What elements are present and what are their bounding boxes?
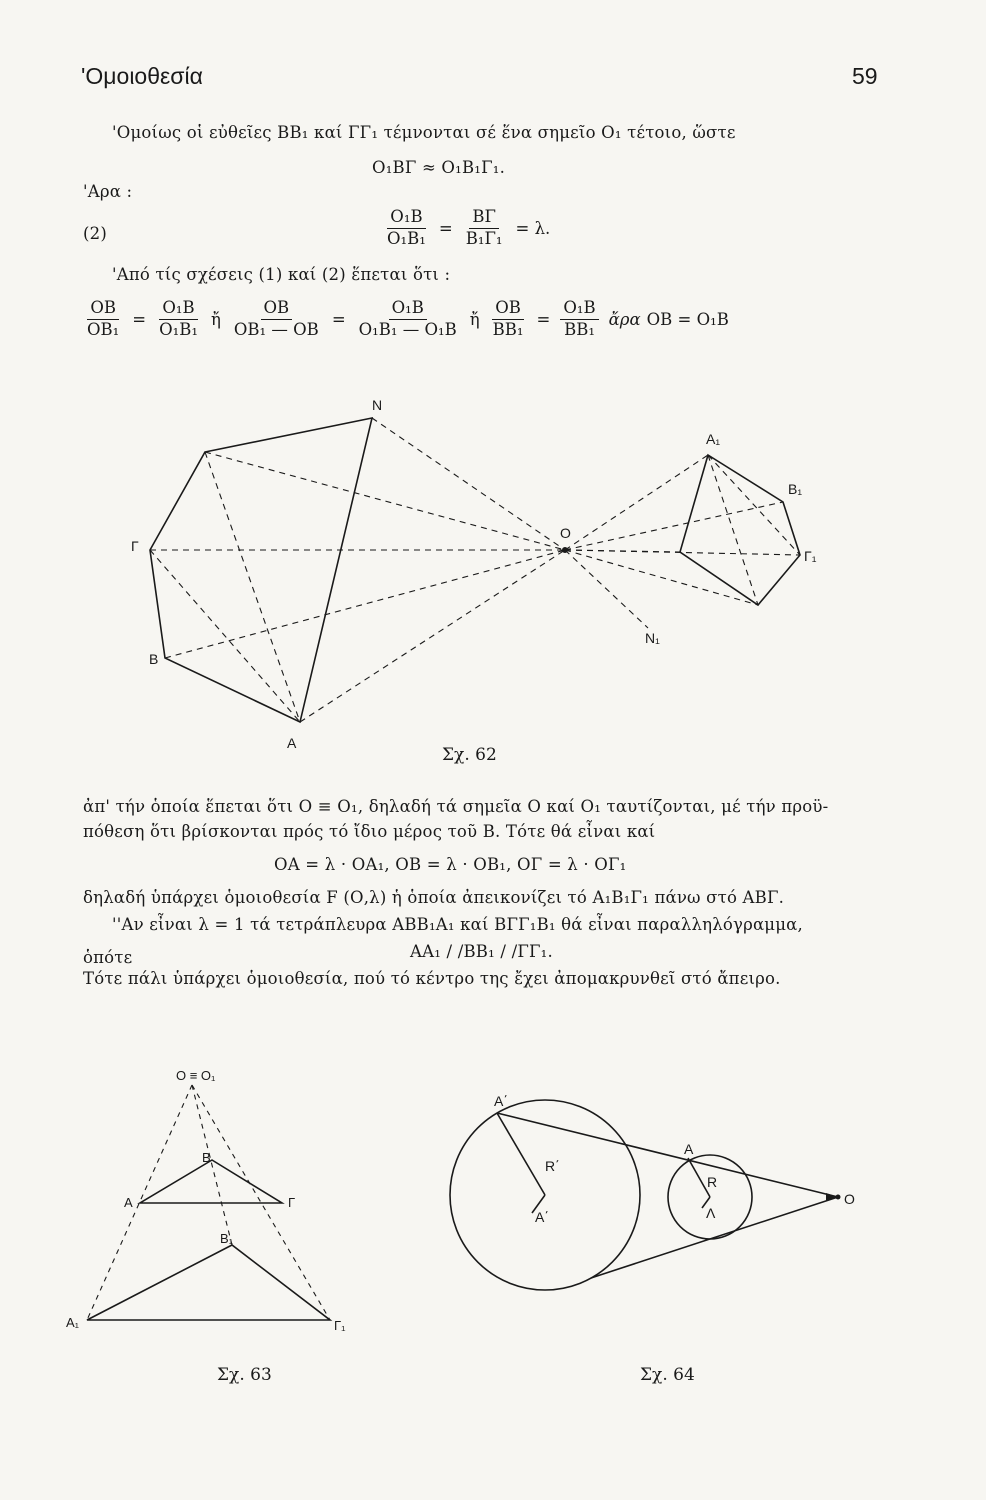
numerator: Ο₁Β xyxy=(389,298,427,320)
numerator: ΟΒ xyxy=(87,298,119,320)
text-line: 'Από τίς σχέσεις (1) καί (2) ἕπεται ὅτι : xyxy=(112,265,451,284)
parallel-equation: ΑΑ₁ / /ΒΒ₁ / /ΓΓ₁. xyxy=(410,942,553,961)
label-N1: Ν₁ xyxy=(645,630,660,646)
label-A1: Α₁ xyxy=(66,1315,80,1330)
numerator: Ο₁Β xyxy=(560,298,598,320)
numerator: ΒΓ xyxy=(469,207,499,229)
label-O-O1: Ο ≡ Ο₁ xyxy=(176,1068,216,1083)
equation-2: $\frac{\text{Ο₁Β}}{\text{Ο₁Β₁}}$ = $\frac{B\Gamma}{\text{Β₁Γ₁}}$ = λ. xyxy=(380,207,556,249)
triangle-ABG xyxy=(140,1160,282,1203)
fraction xyxy=(463,207,506,249)
label-R-prime: R΄ xyxy=(545,1158,560,1174)
text-line: ''Αν εἶναι λ = 1 τά τετράπλευρα ΑΒΒ₁Α₁ καί ΒΓΓ₁Β₁ θά εἶναι παραλληλόγραμμα, xyxy=(112,915,803,934)
figure-64 xyxy=(440,1080,870,1400)
homothety-equations: ΟΑ = λ · ΟΑ₁, ΟΒ = λ · ΟΒ₁, ΟΓ = λ · ΟΓ₁ xyxy=(274,855,627,874)
label-A-prime: Α΄ xyxy=(535,1209,549,1225)
result-equation: ΟΒ = Ο₁Β xyxy=(646,309,729,329)
text-line: ἀπ' τήν ὁποία ἕπεται ὅτι Ο ≡ Ο₁, δηλαδή τά σημεῖα Ο καί Ο₁ ταυτίζονται, μέ τήν προϋ- xyxy=(83,797,829,816)
fraction xyxy=(231,298,322,340)
label-G1: Γ₁ xyxy=(334,1318,346,1333)
numerator: ΟΒ xyxy=(261,298,293,320)
figure-63-caption: Σχ. 63 xyxy=(217,1365,272,1385)
label-B: Β xyxy=(149,651,159,667)
label-A: Α xyxy=(124,1195,133,1210)
label-N: Ν xyxy=(372,397,383,413)
numerator: Ο₁Β xyxy=(387,207,425,229)
equation-tag-2: (2) xyxy=(83,224,107,243)
label-A1: Α₁ xyxy=(706,431,721,447)
numerator: ΟΒ xyxy=(492,298,524,320)
figure-62-caption: Σχ. 62 xyxy=(442,745,497,765)
label-G: Γ xyxy=(288,1195,296,1210)
denominator: ΒΒ₁ xyxy=(492,319,524,339)
denominator: ΟΒ₁ xyxy=(87,319,120,339)
fraction xyxy=(490,298,527,340)
ara-label: 'Αρα : xyxy=(83,182,133,201)
equation-tail: = λ. xyxy=(515,218,551,238)
label-A: Α xyxy=(684,1141,694,1157)
page-header-title: 'Ομοιοθεσία xyxy=(81,63,203,89)
label-G1: Γ₁ xyxy=(804,548,817,564)
label-B1: Β₁ xyxy=(220,1231,234,1246)
intro-line: 'Ομοίως οἱ εὐθεῖες ΒΒ₁ καί ΓΓ₁ τέμνονται σέ ἕνα σημεῖο Ο₁ τέτοιο, ὥστε xyxy=(112,123,736,142)
denominator: ΟΒ₁ — ΟΒ xyxy=(233,319,319,339)
text-line: ὁπότε xyxy=(83,948,133,967)
denominator: Β₁Γ₁ xyxy=(465,228,503,248)
label-R: R xyxy=(707,1174,718,1190)
fraction xyxy=(156,298,201,340)
ara-word: ἄρα xyxy=(608,309,641,329)
text-line: πόθεση ὅτι βρίσκονται πρός τό ἴδιο μέρος τοῦ Β. Τότε θά εἶναι καί xyxy=(83,822,656,841)
label-Lambda: Λ xyxy=(706,1205,716,1221)
denominator: Ο₁Β₁ xyxy=(159,319,198,339)
denominator: Ο₁Β₁ xyxy=(387,228,426,248)
or-word: ἤ xyxy=(469,309,480,329)
pentagon-A1B1G1N1 xyxy=(680,455,803,605)
denominator: ΒΒ₁ xyxy=(564,319,595,339)
similarity-equation: Ο₁ΒΓ ≈ Ο₁Β₁Γ₁. xyxy=(372,158,506,177)
label-B: Β xyxy=(202,1150,211,1165)
text-line: δηλαδή ὑπάρχει ὁμοιοθεσία F (Ο,λ) ἡ ὁποία ἀπεικονίζει τό Α₁Β₁Γ₁ πάνω στό ΑΒΓ. xyxy=(83,888,785,907)
fraction xyxy=(356,298,460,340)
label-A-prime-top: Α΄ xyxy=(494,1093,508,1109)
page-number: 59 xyxy=(852,63,878,89)
denominator: Ο₁Β₁ — Ο₁Β xyxy=(358,319,457,339)
equation-3: $\frac{OB}{\text{ΟΒ₁}}$ = $\frac{\text{Ο₁Β}}{\text{Ο₁Β₁}}$ ἤ $\frac{OB}{\text{ΟΒ₁ — ΟΒ}}$ = $\frac{\text{Ο₁Β}}{\text{Ο₁Β₁ — Ο₁Β}}$ ἤ $\frac{OB}{\text{ΒΒ₁}}$ = $\frac{\text{Ο₁Β}}{\text{ΒΒ₁}}$ ἄρα ΟΒ = Ο₁Β xyxy=(80,298,729,340)
triangle-A1B1G1 xyxy=(87,1245,330,1320)
numerator: Ο₁Β xyxy=(159,298,197,320)
figure-62 xyxy=(0,380,986,780)
fraction xyxy=(384,207,429,249)
fraction xyxy=(84,298,122,340)
pentagon-ABGN xyxy=(150,418,372,722)
or-word: ἤ xyxy=(211,309,221,329)
figure-64-caption: Σχ. 64 xyxy=(640,1365,695,1385)
label-O: Ο xyxy=(560,525,571,541)
fraction xyxy=(560,298,598,340)
label-A: Α xyxy=(287,735,297,751)
label-G: Γ xyxy=(131,538,139,554)
label-O: Ο xyxy=(844,1191,855,1207)
label-B1: Β₁ xyxy=(788,481,803,497)
text-line: Τότε πάλι ὑπάρχει ὁμοιοθεσία, πού τό κέντρο της ἔχει ἀπομακρυνθεῖ στό ἄπειρο. xyxy=(83,969,781,988)
figure-63 xyxy=(60,1060,380,1400)
